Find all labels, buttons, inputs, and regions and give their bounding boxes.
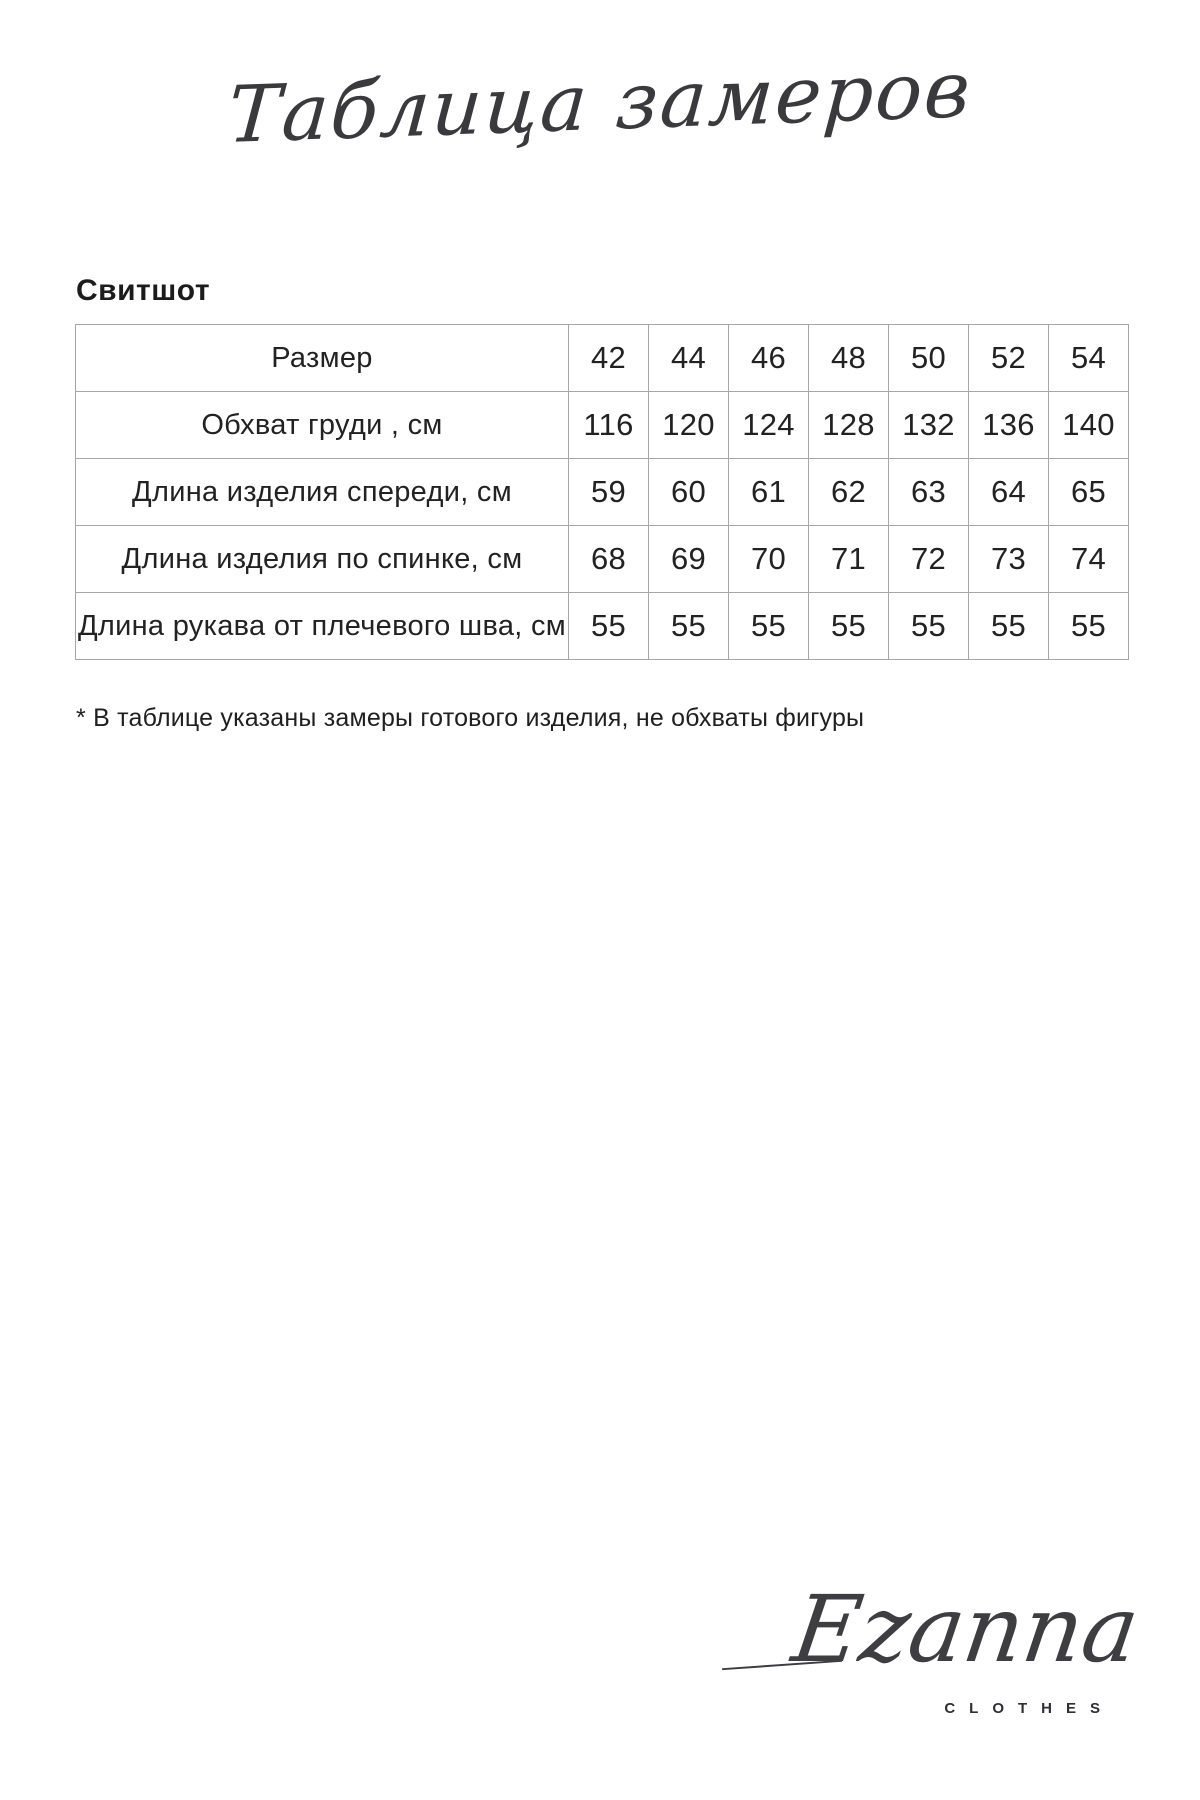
brand-logo <box>722 1576 1146 1738</box>
table-row <box>76 459 1129 526</box>
size-value-cell: 54 <box>1049 325 1129 392</box>
size-value-cell: 69 <box>649 526 729 593</box>
size-value-cell: 65 <box>1049 459 1129 526</box>
table-row <box>76 392 1129 459</box>
row-label: Длина изделия спереди, см <box>76 459 569 526</box>
size-table <box>75 324 1129 660</box>
size-value-cell: 44 <box>649 325 729 392</box>
size-value-cell: 52 <box>969 325 1049 392</box>
size-value-cell: 61 <box>729 459 809 526</box>
size-value-cell: 60 <box>649 459 729 526</box>
row-label: Длина рукава от плечевого шва, см <box>76 593 569 660</box>
table-row <box>76 325 1129 392</box>
size-value-cell: 55 <box>809 593 889 660</box>
size-value-cell: 70 <box>729 526 809 593</box>
size-value-cell: 68 <box>569 526 649 593</box>
size-value-cell: 55 <box>649 593 729 660</box>
row-label: Размер <box>76 325 569 392</box>
size-value-cell: 55 <box>729 593 809 660</box>
size-value-cell: 42 <box>569 325 649 392</box>
size-value-cell: 59 <box>569 459 649 526</box>
size-value-cell: 116 <box>569 392 649 459</box>
page-title: Таблица замеров <box>225 44 975 162</box>
size-value-cell: 55 <box>1049 593 1129 660</box>
size-value-cell: 124 <box>729 392 809 459</box>
size-value-cell: 55 <box>969 593 1049 660</box>
product-heading: Свитшот <box>76 274 211 307</box>
size-value-cell: 55 <box>569 593 649 660</box>
row-label: Длина изделия по спинке, см <box>76 526 569 593</box>
size-value-cell: 140 <box>1049 392 1129 459</box>
size-value-cell: 62 <box>809 459 889 526</box>
size-value-cell: 72 <box>889 526 969 593</box>
brand-name-script: Ezanna <box>786 1576 1146 1683</box>
size-value-cell: 64 <box>969 459 1049 526</box>
size-value-cell: 55 <box>889 593 969 660</box>
size-value-cell: 74 <box>1049 526 1129 593</box>
size-value-cell: 46 <box>729 325 809 392</box>
size-value-cell: 136 <box>969 392 1049 459</box>
size-value-cell: 132 <box>889 392 969 459</box>
size-value-cell: 71 <box>809 526 889 593</box>
brand-subtitle: CLOTHES <box>944 1700 1114 1717</box>
size-value-cell: 73 <box>969 526 1049 593</box>
table-row <box>76 593 1129 660</box>
size-value-cell: 48 <box>809 325 889 392</box>
size-value-cell: 63 <box>889 459 969 526</box>
row-label: Обхват груди , см <box>76 392 569 459</box>
size-value-cell: 120 <box>649 392 729 459</box>
size-value-cell: 128 <box>809 392 889 459</box>
table-row <box>76 526 1129 593</box>
size-value-cell: 50 <box>889 325 969 392</box>
footnote: * В таблице указаны замеры готового изделия, не обхваты фигуры <box>76 704 865 732</box>
